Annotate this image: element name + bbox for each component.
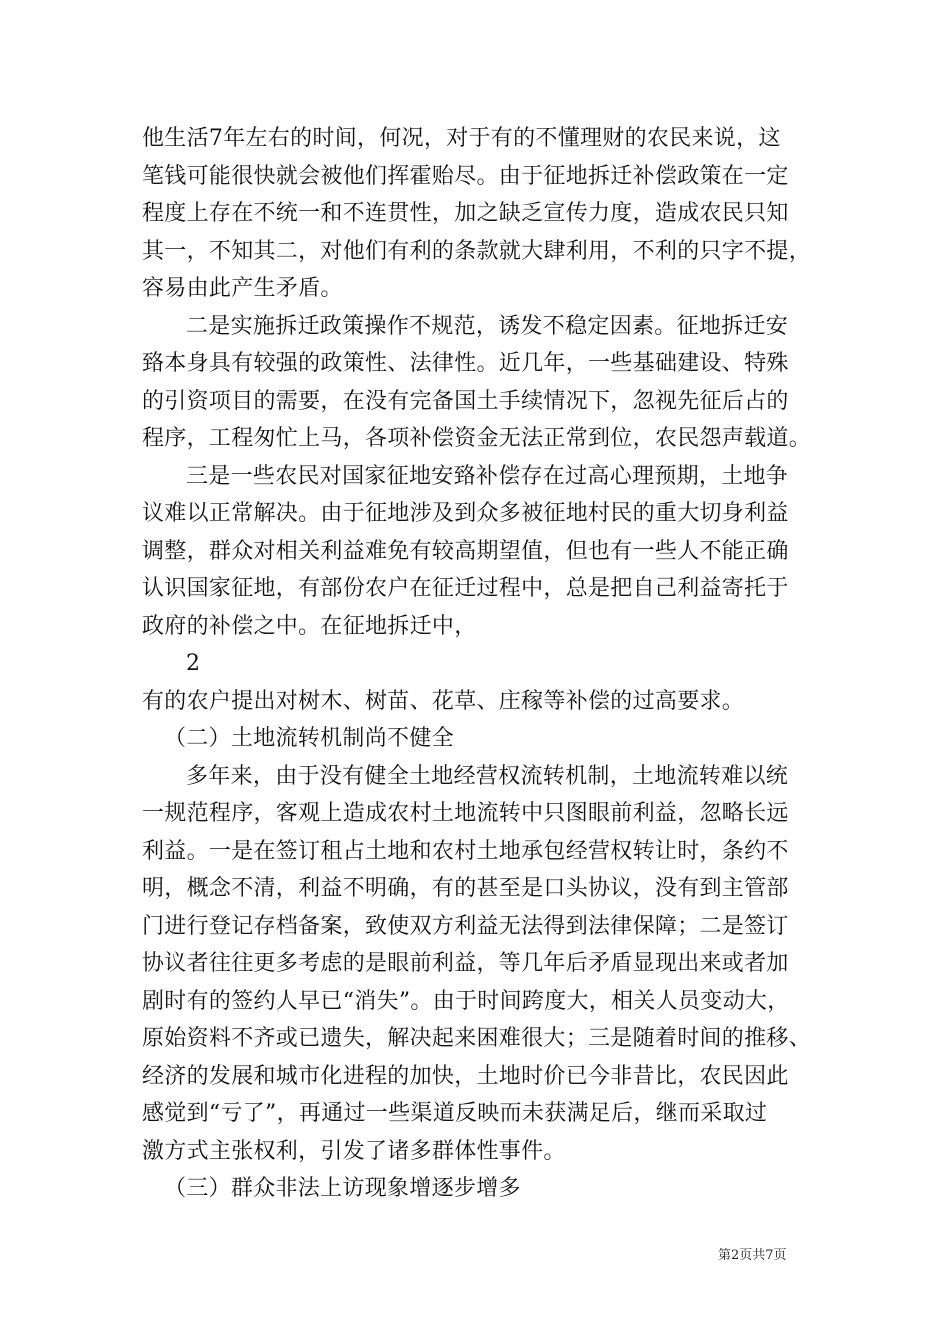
text-line: 经济的发展和城市化进程的加快，土地时价已今非昔比，农民因此 — [142, 1063, 789, 1089]
text-line: 程序，工程匆忙上马，各项补偿资金无法正常到位，农民怨声载道。 — [142, 426, 812, 451]
text-line: 调整，群众对相关利益难免有较高期望值，但也有一些人不能正确 — [142, 538, 789, 564]
text-line: 臵本身具有较强的政策性、法律性。近几年，一些基础建设、特殊 — [142, 351, 789, 376]
text-line: 政府的补偿之中。在征地拆迁中， — [142, 613, 477, 639]
text-line: 感觉到“亏了”，再通过一些渠道反映而未获满足后，继而采取过 — [142, 1101, 768, 1126]
text-line: 剧时有的签约人早已“消失”。由于时间跨度大，相关人员变动大， — [142, 988, 790, 1014]
text-line: 笔钱可能很快就会被他们挥霍贻尽。由于征地拆迁补偿政策在一定 — [142, 163, 789, 189]
page-marker: 2 — [186, 651, 201, 676]
text-line: 的引资项目的需要，在没有完备国土手续情况下，忽视先征后占的 — [142, 388, 789, 414]
paragraph-start: 三是一些农民对国家征地安臵补偿存在过高心理预期，土地争 — [186, 463, 789, 489]
text-line: 有的农户提出对树木、树苗、花草、庄稼等补偿的过高要求。 — [142, 688, 745, 714]
text-line: 容易由此产生矛盾。 — [142, 276, 343, 301]
page-number-footer: 第2页共7页 — [718, 1248, 787, 1263]
text-line: 认识国家征地，有部份农户在征迁过程中，总是把自己利益寄托于 — [142, 576, 789, 601]
text-line: 明，概念不清，利益不明确，有的甚至是口头协议，没有到主管部 — [142, 876, 789, 901]
text-line: 门进行登记存档备案，致使双方利益无法得到法律保障；二是签订 — [142, 913, 789, 939]
text-line: 协议者往往更多考虑的是眼前利益，等几年后矛盾显现出来或者加 — [142, 951, 789, 976]
text-line: 议难以正常解决。由于征地涉及到众多被征地村民的重大切身利益 — [142, 501, 789, 526]
text-line: 程度上存在不统一和不连贯性，加之缺乏宣传力度，造成农民只知 — [142, 201, 789, 226]
section-heading: （三）群众非法上访现象增逐步增多 — [164, 1176, 521, 1201]
text-line: 一规范程序，客观上造成农村土地流转中只图眼前利益，忽略长远 — [142, 801, 789, 826]
text-line: 激方式主张权利，引发了诸多群体性事件。 — [142, 1138, 566, 1164]
text-line: 原始资料不齐或已遗失，解决起来困难很大；三是随着时间的推移、 — [142, 1026, 812, 1051]
text-line: 其一，不知其二，对他们有利的条款就大肆利用，不利的只字不提， — [142, 238, 812, 264]
paragraph-start: 二是实施拆迁政策操作不规范，诱发不稳定因素。征地拆迁安 — [186, 313, 789, 339]
text-line: 利益。一是在签订租占土地和农村土地承包经营权转让时，条约不 — [142, 838, 789, 864]
text-line: 他生活7年左右的时间，何况，对于有的不懂理财的农民来说，这 — [142, 126, 781, 151]
paragraph-start: 多年来，由于没有健全土地经营权流转机制，土地流转难以统 — [186, 763, 789, 789]
body-text — [142, 120, 832, 1208]
section-heading: （二）土地流转机制尚不健全 — [164, 726, 454, 751]
